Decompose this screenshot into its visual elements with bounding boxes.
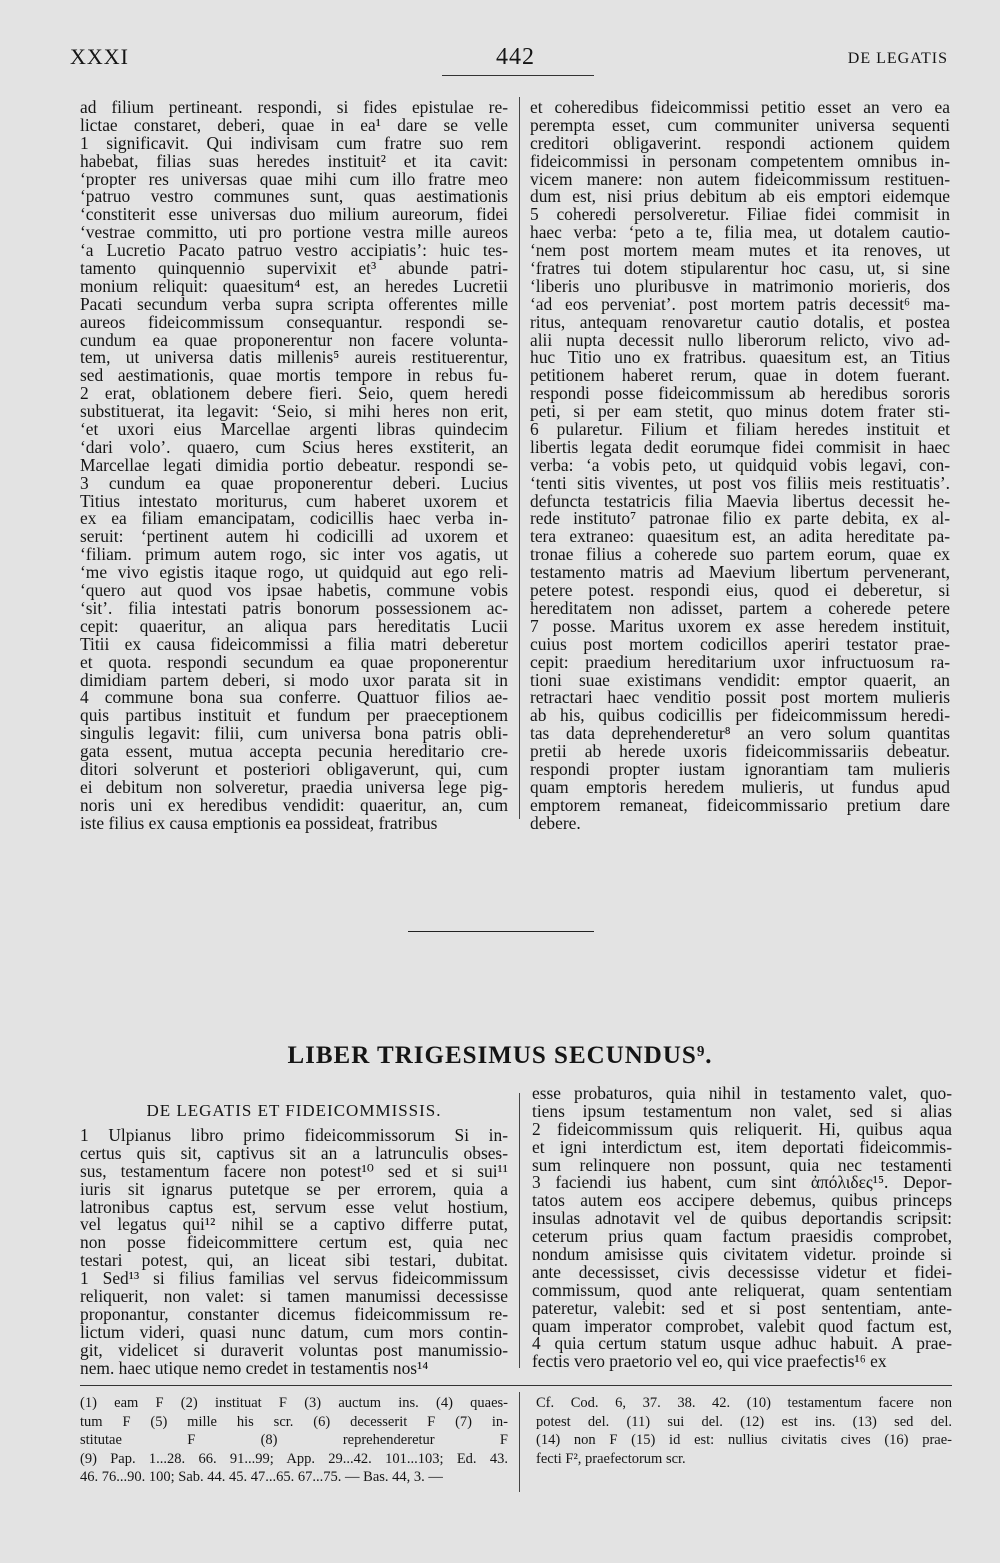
text-line: iuris sit ignarus putetque se per errorem, quia a	[80, 1180, 508, 1199]
text-line: commissum, quod ante reliquerat, quam sententiam	[532, 1281, 952, 1300]
text-line: (14) non F (15) id est: nullius civitatis cives (16) prae-	[536, 1432, 952, 1448]
text-line: 3 faciendi ius habent, cum sint ἀπόλιδες¹⁵. Depor-	[532, 1174, 952, 1193]
text-line: cepit: quaeritur, an aliqua pars hereditatis Lucii	[80, 617, 508, 636]
text-line: git, videlicet si duraverit voluntas post manumissio-	[80, 1341, 508, 1360]
text-line: petere potest. respondi eius, quod ei deberetur, si	[530, 582, 950, 600]
footnote-rule	[80, 1385, 952, 1386]
text-line: cepit: praedium hereditarium uxor infructuosum ra-	[530, 653, 950, 672]
text-line: iste filius ex causa emptionis ea possideat, fratribus	[80, 814, 438, 833]
text-line: certus quis sit, captivus sit an a latrunculis obses-	[80, 1144, 508, 1163]
text-line: et quota. respondi secundum ea quae proponerentur	[80, 653, 508, 672]
text-line: petitionem haberet rerum, quae in dotem fuerant.	[530, 367, 950, 386]
text-line: ‘propter res universas quae mihi cum illo fratre meo	[80, 170, 508, 189]
text-line: ante decessisset, civis decessisse videtur et fidei-	[532, 1263, 952, 1282]
text-line: non posse fideicommittere certum est, quia nec	[80, 1234, 508, 1253]
text-line: et coheredibus fideicommissi petitio esset an vero ea	[530, 99, 950, 117]
text-line: fideicommissi in personam competentem omnibus in-	[530, 152, 950, 171]
text-line: ad filium pertineant. respondi, si fides epistulae re-	[80, 99, 508, 117]
text-line: seruit: ‘pertinent autem hi codicilli ad uxorem et	[80, 528, 508, 547]
text-line: tera extraneo: quaesitum est, an adita hereditate pa-	[530, 528, 950, 547]
text-line: nondum amisisse quis civitatem videtur. proinde si	[532, 1246, 952, 1264]
text-line: 1 significavit. Qui indivisam cum fratre suo rem	[80, 134, 508, 153]
text-line: tronae filius a coherede suo partem eorum, quae ex	[530, 546, 950, 565]
text-line: hereditatem non adisset, partem a coherede petere	[530, 599, 950, 618]
text-line: et igni interdictum est, item deportati fideicommis-	[532, 1138, 952, 1157]
text-line: 5 coheredi persolveretur. Filiae fidei commisit in	[530, 206, 950, 225]
text-line: tiens ipsum testamentum non valet, sed si alias	[532, 1102, 952, 1121]
text-line: monium reliquit: quaesitum⁴ est, an heredes Lucretii	[80, 277, 508, 296]
text-line: tioni suae existimans vendidit: emptor quaerit, an	[530, 671, 950, 690]
text-line: debere.	[530, 814, 581, 833]
text-line: esse probaturos, quia nihil in testamento valet, quo-	[532, 1085, 952, 1103]
text-line: ‘dari volo’. quaero, cum Scius heres exstiterit, an	[80, 438, 508, 457]
text-line: 4 commune bona sua conferre. Quattuor filios ae-	[80, 689, 508, 708]
text-line: ‘ad eos perveniat’. post mortem patris decessit⁶ ma-	[530, 295, 950, 314]
text-line: peti, si per eam stetit, quo minus dotem frater sti-	[530, 403, 950, 422]
text-line: nem. haec utique nemo credet in testamentis nos¹⁴	[80, 1359, 429, 1378]
text-line: 6 pularetur. Filium et filiam heredes instituit et	[530, 421, 950, 439]
text-line: noris uni ex heredibus vendidit: quaeritur, an, cum	[80, 796, 508, 815]
text-line: lictum videri, quasi nunc datum, cum mors contin-	[80, 1323, 508, 1342]
text-line: haec verba: ‘peto a te, filia mea, ut dotalem cautio-	[530, 224, 950, 243]
text-line: libertis legata dedit eorumque fidei commisit in haec	[530, 438, 950, 457]
text-line: ‘fratres tui dotem stipularentur hoc casu, ut, si sine	[530, 260, 950, 278]
text-line: sum relinquere non possunt, quia nec testamenti	[532, 1156, 952, 1175]
text-line: stitutae F (8) reprehenderetur F	[80, 1432, 508, 1448]
text-line: tem, ut universa datis millenis⁵ aureis restituerentur,	[80, 349, 508, 368]
text-line: reliquerit, non valet: si tamen manumissi decessisse	[80, 1288, 508, 1306]
text-line: ei debitum non solveretur, praedia universa lege pig-	[80, 778, 508, 797]
text-line: quam imperator comprobet, valebit quod factum est,	[532, 1317, 952, 1336]
column-divider-bottom	[519, 1093, 520, 1368]
text-line: ‘liberis uno pluribusve in matrimonio morieris, dos	[530, 277, 950, 296]
text-line: huc Titio uno ex fratribus. quaesitum est, an Titius	[530, 349, 950, 368]
text-line: ditori solverunt et posteriori obligaverunt, qui, cum	[80, 760, 508, 779]
text-line: ex ea filiam emancipatam, codicillis haec verba in-	[80, 510, 508, 529]
text-line: vicem manere: non autem fideicommissum restituen-	[530, 170, 950, 189]
book-title: LIBER TRIGESIMUS SECUNDUS⁹.	[287, 1042, 713, 1069]
text-line: testari potest, qui, an liceat sibi testari, dubitat.	[80, 1252, 508, 1271]
text-line: singulis legavit: filii, cum universa bona patris obli-	[80, 725, 508, 744]
text-line: Cf. Cod. 6, 37. 38. 42. (10) testamentum facere non	[536, 1395, 952, 1411]
text-line: ceterum prius quam factum praesidis comprobet,	[532, 1228, 952, 1247]
text-line: substituerat, ita legavit: ‘Seio, si mihi heres non erit,	[80, 403, 508, 422]
text-line: testamento matris ad Maevium libertum pervenerant,	[530, 564, 950, 583]
text-line: ‘quero aut quod vos ipsae habetis, commune vobis	[80, 582, 508, 600]
left-column-top	[80, 99, 508, 833]
column-divider-top	[519, 97, 520, 819]
text-line: 7 posse. Maritus uxorem ex asse heredem instituit,	[530, 617, 950, 636]
text-line: dimidiam partem deberi, si modo uxor parata sit in	[80, 671, 508, 690]
section-separator	[408, 931, 594, 932]
text-line: (1) eam F (2) instituat F (3) auctum ins. (4) quaes-	[80, 1395, 508, 1411]
text-line: aureos fideicommissum consequantur. respondi se-	[80, 313, 508, 332]
text-line: ‘filiam. primum autem rogo, sic inter vos agatis, ut	[80, 546, 508, 565]
text-line: verba: ‘a vobis peto, ut quidquid vobis legavi, con-	[530, 456, 950, 475]
text-line: 1 Ulpianus libro primo fideicommissorum Si in-	[80, 1127, 508, 1145]
text-line: habebat, filias suas heredes instituit² et ita cavit:	[80, 152, 508, 171]
page-number: 442	[496, 44, 535, 70]
text-line: Marcellae legati dimidia portio debeatur. respondi se-	[80, 456, 508, 475]
text-line: gata essent, mutua accepta pecunia hereditario cre-	[80, 743, 508, 761]
right-column-bottom	[532, 1085, 952, 1371]
footnote-divider	[519, 1392, 520, 1492]
text-line: ‘nem post mortem meam mutes et ita renoves, ut	[530, 242, 950, 261]
text-line: pateretur, valebit: sed et si post sententiam, ante-	[532, 1299, 952, 1318]
text-line: proponantur, constanter dicemus fideicommissum re-	[80, 1305, 508, 1324]
text-line: respondi propter iustam ignorantiam tam mulieris	[530, 760, 950, 779]
text-line: Pacati secundum verba supra scripta offerentes mille	[80, 295, 508, 314]
text-line: perempta esset, cum communiter universa sequenti	[530, 116, 950, 135]
text-line: 3 cundum ea quae proponerentur deberi. Lucius	[80, 474, 508, 493]
text-line: Titii ex causa fideicommissi a filia matri deberetur	[80, 635, 508, 654]
text-line: rede instituto⁷ patronae filio ex parte debita, ex al-	[530, 510, 950, 529]
text-line: tamento quinquennio supervixit et³ abunde patri-	[80, 260, 508, 278]
text-line: latronibus captus est, servum esse velut hostium,	[80, 1198, 508, 1217]
text-line: dum est, nisi prius debitum ab eis emptori eidemque	[530, 188, 950, 207]
text-line: ‘vestrae committo, uti pro portione vestra mille aureos	[80, 224, 508, 243]
text-line: insulas adnotavit vel de quibus deportandis scripsit:	[532, 1210, 952, 1229]
text-line: 2 fideicommissum quis reliquerit. Hi, quibus aqua	[532, 1120, 952, 1139]
text-line: alii nupta decessit nullo liberorum relicto, vivo ad-	[530, 331, 950, 350]
text-line: ‘me vivo egistis itaque rogo, ut quidquid aut ego reli-	[80, 564, 508, 583]
text-line: vel legatus qui¹² nihil se a captivo differre putat,	[80, 1216, 508, 1235]
section-title: DE LEGATIS ET FIDEICOMMISSIS.	[146, 1101, 442, 1120]
text-line: ‘et uxori eius Marcellae argenti libras quindecim	[80, 421, 508, 439]
text-line: 1 Sed¹³ si filius familias vel servus fideicommissum	[80, 1270, 508, 1289]
text-line: ‘a Lucretio Pacato patruo vestro accipiatis’: huic tes-	[80, 242, 508, 261]
text-line: ritus, antequam renovaretur cautio dotalis, et postea	[530, 313, 950, 332]
text-line: (9) Pap. 1...28. 66. 91...99; App. 29...42. 101...103; Ed. 43.	[80, 1450, 508, 1467]
text-line: ab his, quibus codicillis per fideicommissum heredi-	[530, 707, 950, 726]
right-column-top	[530, 99, 950, 833]
text-line: defuncta testatricis filia Maevia libertus decessit he-	[530, 492, 950, 511]
text-line: respondi posse fideicommissum ab heredibus sororis	[530, 385, 950, 404]
text-line: potest del. (11) sui del. (12) est ins. (13) sed del.	[536, 1413, 952, 1430]
text-line: fecti F², praefectorum scr.	[536, 1450, 686, 1467]
text-line: lictae constaret, deberi, quae in ea¹ dare se velle	[80, 116, 508, 135]
text-line: 4 quia certum statum usque adhuc habuit. A prae-	[532, 1335, 952, 1354]
text-line: ‘patruo vestro communes sunt, quas aestimationis	[80, 188, 508, 207]
text-line: ‘sit’. filia intestati patris bonorum possessionem ac-	[80, 599, 508, 618]
text-line: tum F (5) mille his scr. (6) decesserit F (7) in-	[80, 1413, 508, 1430]
text-line: sed aestimationis, quae mortis tempore in rebus fu-	[80, 367, 508, 386]
text-line: Titius intestato moriturus, cum haberet uxorem et	[80, 492, 508, 511]
header-rule	[442, 75, 594, 76]
running-head-left: XXXI	[70, 44, 129, 69]
text-line: quam emptoris heredem mulieris, ut fundus apud	[530, 778, 950, 797]
text-line: retractari haec venditio possit post mortem mulieris	[530, 689, 950, 708]
text-line: emptorem remaneat, fideicommissario pretium dare	[530, 796, 950, 815]
text-line: ‘constiterit esse universas duo milium aureorum, fidei	[80, 206, 508, 225]
text-line: quis partibus instituit et fundum per praeceptionem	[80, 707, 508, 726]
text-line: tas data deprehenderetur⁸ an vero solum quantitas	[530, 725, 950, 744]
text-line: cundum ea quae proponerentur non facere volunta-	[80, 331, 508, 350]
text-line: 46. 76...90. 100; Sab. 44. 45. 47...65. 67...75. — Bas. 44, 3. —	[80, 1469, 443, 1485]
text-line: ‘tenti sitis viventes, ut post vos filiis meis restituatis’.	[530, 474, 950, 493]
text-line: 2 erat, oblationem debere fieri. Seio, quem heredi	[80, 385, 508, 404]
left-column-bottom	[80, 1127, 508, 1377]
text-line: cuius post mortem codicillos aperiri testator prae-	[530, 635, 950, 654]
text-line: creditori obligaverint. respondi actionem quidem	[530, 134, 950, 153]
text-line: tatos autem eos accipere debemus, quibus princeps	[532, 1192, 952, 1211]
running-head-right: DE LEGATIS	[847, 50, 948, 67]
text-line: sus, testamentum facere non potest¹⁰ sed et si sui¹¹	[80, 1162, 508, 1181]
footnotes-left	[80, 1394, 508, 1487]
footnotes-right	[536, 1394, 952, 1468]
text-line: fectis vero praetorio vel eo, qui vice praefectis¹⁶ ex	[532, 1353, 887, 1372]
text-line: pretii ab herede uxoris fideicommissariis debeatur.	[530, 743, 950, 761]
